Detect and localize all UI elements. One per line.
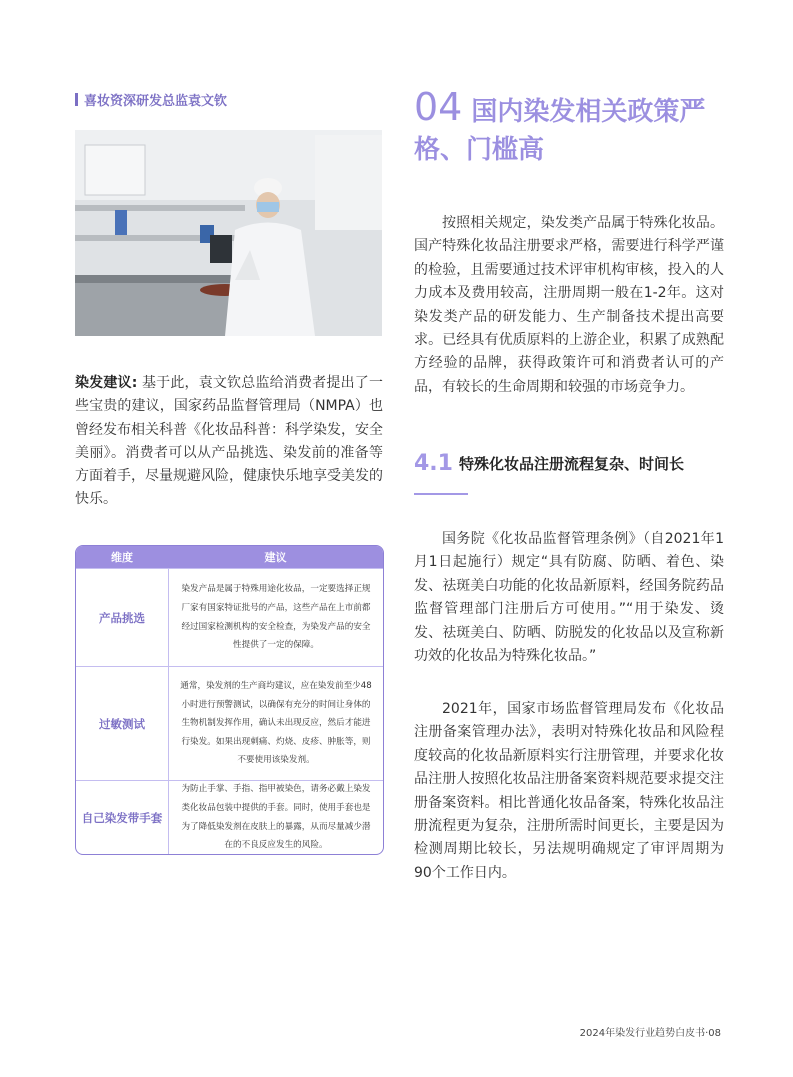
row-dimension: 自己染发带手套 — [76, 781, 169, 854]
left-paragraph — [75, 372, 383, 512]
subsection-title: 特殊化妆品注册流程复杂、时间长 — [458, 455, 684, 473]
advice-lead: 染发建议: — [75, 375, 138, 391]
row-dimension: 过敏测试 — [76, 667, 169, 780]
row-advice: 为防止手掌、手指、指甲被染色，请务必戴上染发类化妆品包装中提供的手套。同时，使用手套也是为了降低染发剂在皮肤上的暴露，从而尽量减少潜在的不良反应发生的风险。 — [181, 784, 371, 851]
subsection-heading — [414, 451, 684, 476]
row-dimension: 产品挑选 — [76, 569, 169, 666]
subsection-underline — [414, 493, 468, 495]
table-header — [76, 546, 383, 568]
subsection-paragraph-1: 国务院《化妆品监督管理条例》（自2021年1月1日起施行）规定“具有防腐、防晒、着色、染发、祛斑美白功能的化妆品新原料，经国务院药品监督管理部门注册后方可使用。”“用于染发、烫发、祛斑美白、防晒、防脱发的化妆品以及宣称新功效的化妆品为特殊化妆品。” — [414, 531, 724, 665]
lab-photo — [75, 130, 382, 336]
section-number: 04 — [414, 85, 463, 129]
page-footer: 2024年染发行业趋势白皮书·08 — [579, 1028, 721, 1039]
row-advice: 染发产品是属于特殊用途化妆品，一定要选择正规厂家有国家特证批号的产品，这些产品在上市前都经过国家检测机构的安全检查，为染发产品的安全性提供了一定的保障。 — [181, 584, 371, 651]
header-advice: 建议 — [264, 551, 287, 564]
table-row — [76, 780, 383, 854]
section-title-text: 国内染发相关政策严格、门槛高 — [414, 97, 706, 165]
header-dimension: 维度 — [111, 551, 133, 564]
section-paragraph-1: 按照相关规定，染发类产品属于特殊化妆品。国产特殊化妆品注册要求严格，需要进行科学严谨的检验，且需要通过技术评审机构审核，投入的人力成本及费用较高，注册周期一般在1-2年。这对染发类产品的研发能力、生产制备技术提出高要求。已经具有优质原料的上游企业，积累了成熟配方经验的品牌，获得政策许可和消费者认可的产品，有较长的生命周期和较强的市场竞争力。 — [414, 215, 724, 395]
photo-caption — [75, 90, 227, 109]
caption-text: 喜妆资深研发总监袁文钦 — [84, 94, 228, 109]
table-row — [76, 568, 383, 666]
subsection-paragraph-2: 2021年，国家市场监督管理局发布《化妆品注册备案管理办法》，表明对特殊化妆品和风险程度较高的化妆品新原料实行注册管理，并要求化妆品注册人按照化妆品注册备案资料规范要求提交注册备案资料。相比普通化妆品备案，特殊化妆品注册流程更为复杂，注册所需时间更长，主要是因为检测周期比较长，另法规明确规定了审评周期为90个工作日内。 — [414, 701, 724, 881]
caption-bar — [75, 93, 78, 106]
advice-text: 基于此，袁文钦总监给消费者提出了一些宝贵的建议，国家药品监督管理局（NMPA）也曾经发布相关科普《化妆品科普：科学染发，安全美丽》。消费者可以从产品挑选、染发前的准备等方面着手，尽量规避风险，健康快乐地享受美发的快乐。 — [75, 375, 383, 508]
lab-photo-illustration — [75, 130, 382, 336]
section-title — [414, 85, 754, 169]
table-row — [76, 666, 383, 780]
advice-table — [75, 545, 384, 855]
subsection-number: 4.1 — [414, 451, 453, 476]
row-advice: 通常，染发剂的生产商均建议，应在染发前至少48小时进行预警测试，以确保有充分的时间让身体的生物机制发挥作用，确认未出现反应，然后才能进行染发。如果出现刺痛、灼烧、皮疹、肿胀等，则不要使用该染发剂。 — [180, 681, 372, 766]
